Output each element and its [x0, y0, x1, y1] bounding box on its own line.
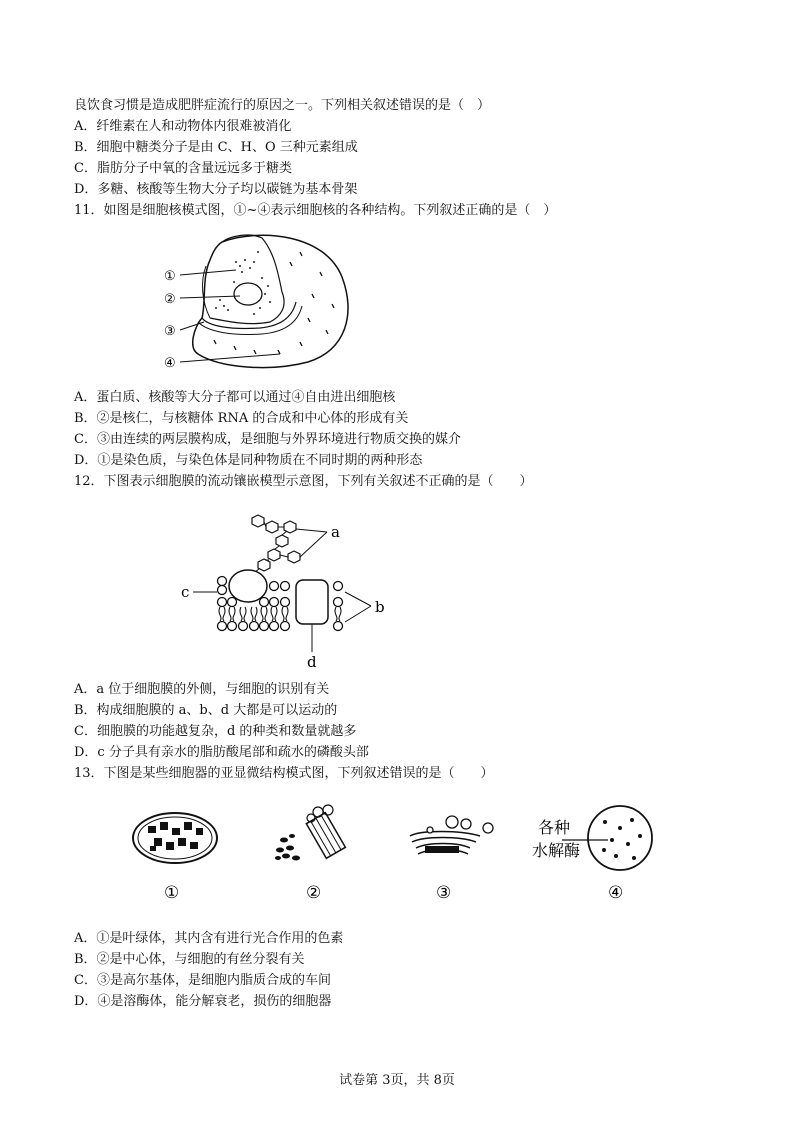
q13-stem: 13．下图是某些细胞器的亚显微结构模式图，下列叙述错误的是（ ）: [74, 766, 494, 781]
golgi-figure: [410, 816, 493, 903]
organelle-label-1: ①: [164, 883, 180, 903]
q13-option-d: D．④是溶酶体，能分解衰老，损伤的细胞器: [74, 994, 332, 1009]
q10-stem: 良饮食习惯是造成肥胖症流行的原因之一。下列相关叙述错误的是（ ）: [74, 98, 491, 113]
q12-option-a: A．a 位于细胞膜的外侧，与细胞的识别有关: [74, 682, 330, 697]
membrane-diagram: [175, 510, 405, 675]
nucleus-diagram: [150, 222, 360, 382]
q12-option-b: B．构成细胞膜的 a、b、d 大都是可以运动的: [74, 703, 338, 718]
organelle-label-3: ③: [436, 883, 452, 903]
membrane-label-a: a: [331, 523, 340, 541]
nucleus-label-3: ③: [164, 324, 176, 339]
q12-stem: 12．下图表示细胞膜的流动镶嵌模型示意图，下列有关叙述不正确的是（ ）: [74, 474, 533, 489]
centrosome-figure: [275, 805, 345, 903]
membrane-label-c: c: [181, 583, 190, 601]
q12-option-d: D．c 分子具有亲水的脂肪酸尾部和疏水的磷酸头部: [74, 745, 369, 760]
organelle-label-2: ②: [306, 883, 322, 903]
q12-option-c: C．细胞膜的功能越复杂，d 的种类和数量就越多: [74, 724, 357, 739]
nucleus-label-4: ④: [164, 356, 176, 371]
membrane-label-d: d: [307, 653, 317, 671]
enzyme-label-line2: 水解酶: [532, 841, 581, 860]
organelle-label-4: ④: [608, 883, 624, 903]
nucleus-label-2: ②: [164, 292, 176, 307]
nucleus-label-1: ①: [164, 269, 176, 284]
chloroplast-figure: [133, 813, 217, 903]
q13-option-c: C．③是高尔基体，是细胞内脂质合成的车间: [74, 973, 331, 988]
q10-option-a: A．纤维素在人和动物体内很难被消化: [74, 119, 292, 134]
q13-option-b: B．②是中心体，与细胞的有丝分裂有关: [74, 952, 305, 967]
q13-option-a: A．①是叶绿体，其内含有进行光合作用的色素: [74, 931, 344, 946]
q10-option-c: C．脂肪分子中氧的含量远远多于糖类: [74, 161, 292, 176]
q11-stem: 11．如图是细胞核模式图，①~④表示细胞核的各种结构。下列叙述正确的是（ ）: [74, 203, 557, 218]
enzyme-label-line1: 各种: [538, 818, 571, 837]
q10-option-b: B．细胞中糖类分子是由 C、H、O 三种元素组成: [74, 140, 358, 155]
q11-option-a: A．蛋白质、核酸等大分子都可以通过④自由进出细胞核: [74, 390, 396, 405]
lysosome-figure: [532, 806, 652, 903]
q11-option-b: B．②是核仁，与核糖体 RNA 的合成和中心体的形成有关: [74, 411, 409, 426]
q10-option-d: D．多糖、核酸等生物大分子均以碳链为基本骨架: [74, 182, 358, 197]
q11-option-c: C．③由连续的两层膜构成，是细胞与外界环境进行物质交换的媒介: [74, 432, 461, 447]
page-footer: 试卷第 3页，共 8页: [339, 1073, 455, 1088]
organelles-diagram: [120, 800, 680, 910]
membrane-label-b: b: [375, 598, 385, 616]
q11-option-d: D．①是染色质，与染色体是同种物质在不同时期的两种形态: [74, 453, 423, 468]
